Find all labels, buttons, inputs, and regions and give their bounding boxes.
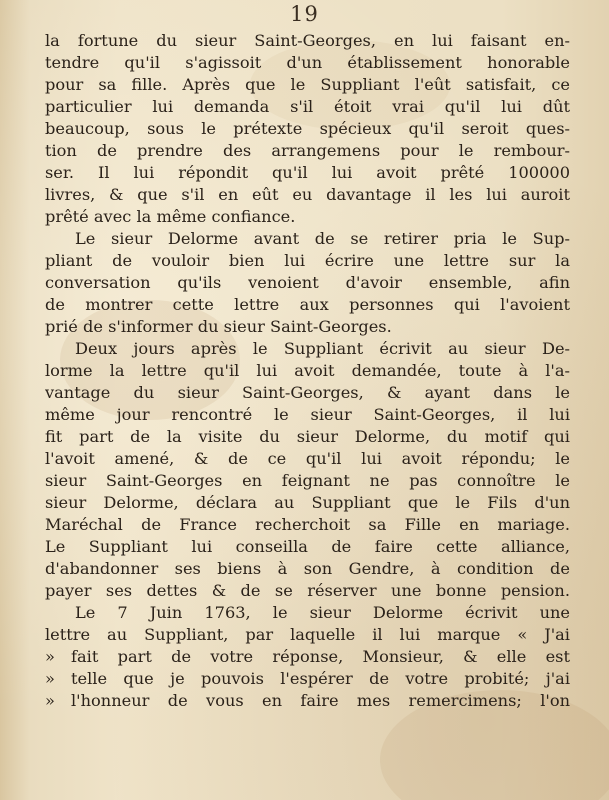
text-line-content: pour sa fille. Après que le Suppliant l'eût satisfait, ce xyxy=(45,75,570,94)
text-line xyxy=(45,52,570,74)
text-line-content: fit part de la visite du sieur Delorme, du motif qui xyxy=(45,427,570,446)
quote-mark: » xyxy=(45,647,55,666)
text-line-content: pliant de vouloir bien lui écrire une lettre sur la xyxy=(45,251,570,270)
text-line-content: tendre qu'il s'agissoit d'un établissement honorable xyxy=(45,53,570,72)
text-line xyxy=(45,206,570,228)
text-line-content: prêté avec la même confiance. xyxy=(45,207,296,226)
text-line xyxy=(45,118,570,140)
text-line xyxy=(45,448,570,470)
quote-mark: » xyxy=(45,691,55,710)
text-line-content: sieur Saint-Georges en feignant ne pas connoître le xyxy=(45,471,570,490)
text-line xyxy=(45,536,570,558)
text-line-content: livres, & que s'il en eût eu davantage il les lui auroit xyxy=(45,185,570,204)
text-line xyxy=(45,470,570,492)
text-line-content: la fortune du sieur Saint-Georges, en lui faisant en- xyxy=(45,31,570,50)
page-number: 19 xyxy=(290,2,319,26)
text-line xyxy=(45,184,570,206)
text-line xyxy=(45,382,570,404)
text-line-content: d'abandonner ses biens à son Gendre, à condition de xyxy=(45,559,570,578)
text-line xyxy=(45,250,570,272)
text-line-content: l'avoit amené, & de ce qu'il lui avoit répondu; le xyxy=(45,449,570,468)
text-line xyxy=(45,514,570,536)
text-line-content: même jour rencontré le sieur Saint-Georges, il lui xyxy=(45,405,570,424)
text-line-content: vantage du sieur Saint-Georges, & ayant dans le xyxy=(45,383,570,402)
text-line xyxy=(45,646,570,668)
text-line xyxy=(45,558,570,580)
text-line xyxy=(45,580,570,602)
text-line-content: sieur Delorme, déclara au Suppliant que le Fils d'un xyxy=(45,493,570,512)
text-line xyxy=(45,272,570,294)
text-line-content: payer ses dettes & de se réserver une bonne pension. xyxy=(45,581,570,600)
quote-mark: » xyxy=(45,669,55,688)
text-line xyxy=(45,228,570,250)
text-line xyxy=(45,690,570,712)
text-line-content: lettre au Suppliant, par laquelle il lui marque « J'ai xyxy=(45,625,570,644)
text-line xyxy=(45,140,570,162)
text-line xyxy=(45,360,570,382)
text-line xyxy=(45,294,570,316)
text-line xyxy=(45,30,570,52)
text-line xyxy=(45,162,570,184)
text-line-content: beaucoup, sous le prétexte spécieux qu'il seroit ques- xyxy=(45,119,570,138)
text-line-content: Le 7 Juin 1763, le sieur Delorme écrivit une xyxy=(75,603,570,622)
text-line xyxy=(45,492,570,514)
text-line xyxy=(45,74,570,96)
text-line-content: particulier lui demanda s'il étoit vrai qu'il lui dût xyxy=(45,97,570,116)
text-line-content: fait part de votre réponse, Monsieur, & elle est xyxy=(71,647,570,666)
text-line xyxy=(45,602,570,624)
text-line xyxy=(45,426,570,448)
text-line xyxy=(45,96,570,118)
text-line xyxy=(45,316,570,338)
text-line-content: prié de s'informer du sieur Saint-Georges. xyxy=(45,317,392,336)
text-line xyxy=(45,338,570,360)
text-line-content: telle que je pouvois l'espérer de votre probité; j'ai xyxy=(71,669,570,688)
text-line xyxy=(45,404,570,426)
text-line-content: conversation qu'ils venoient d'avoir ensemble, afin xyxy=(45,273,570,292)
text-line xyxy=(45,668,570,690)
text-line-content: tion de prendre des arrangemens pour le rembour- xyxy=(45,141,570,160)
text-line xyxy=(45,624,570,646)
text-line-content: ser. Il lui répondit qu'il lui avoit prêté 100000 xyxy=(45,163,570,182)
text-line-content: Le sieur Delorme avant de se retirer pria le Sup- xyxy=(75,229,570,248)
text-line-content: Le Suppliant lui conseilla de faire cette alliance, xyxy=(45,537,570,556)
text-line-content: l'honneur de vous en faire mes remercimens; l'on xyxy=(71,691,570,710)
text-line-content: lorme la lettre qu'il lui avoit demandée, toute à l'a- xyxy=(45,361,570,380)
text-line-content: Maréchal de France recherchoit sa Fille en mariage. xyxy=(45,515,570,534)
text-line-content: Deux jours après le Suppliant écrivit au sieur De- xyxy=(75,339,570,358)
body-text xyxy=(45,30,570,712)
text-line-content: de montrer cette lettre aux personnes qui l'avoient xyxy=(45,295,570,314)
